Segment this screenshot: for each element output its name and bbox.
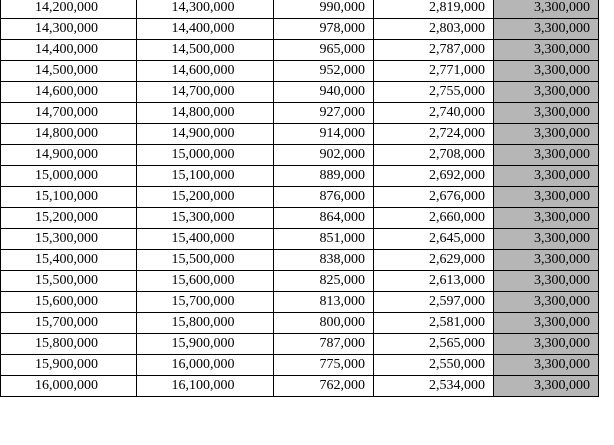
table-cell[interactable]: 15,900,000 bbox=[1, 355, 137, 376]
table-cell[interactable]: 3,300,000 bbox=[494, 82, 599, 103]
table-row bbox=[1, 19, 599, 40]
table-cell[interactable]: 3,300,000 bbox=[494, 208, 599, 229]
table-row bbox=[1, 124, 599, 145]
table-row bbox=[1, 82, 599, 103]
table-cell[interactable]: 952,000 bbox=[274, 61, 374, 82]
table-cell[interactable]: 2,708,000 bbox=[374, 145, 494, 166]
table-cell[interactable]: 15,500,000 bbox=[137, 250, 274, 271]
table-cell[interactable]: 3,300,000 bbox=[494, 250, 599, 271]
table-cell[interactable]: 927,000 bbox=[274, 103, 374, 124]
table-body bbox=[1, 0, 599, 397]
table-cell[interactable]: 2,550,000 bbox=[374, 355, 494, 376]
table-cell[interactable]: 3,300,000 bbox=[494, 124, 599, 145]
table-row bbox=[1, 292, 599, 313]
table-cell[interactable]: 14,300,000 bbox=[1, 19, 137, 40]
table-cell[interactable]: 2,803,000 bbox=[374, 19, 494, 40]
table-cell[interactable]: 889,000 bbox=[274, 166, 374, 187]
table-cell[interactable]: 15,100,000 bbox=[1, 187, 137, 208]
table-cell[interactable]: 15,000,000 bbox=[137, 145, 274, 166]
table-cell[interactable]: 15,400,000 bbox=[1, 250, 137, 271]
table-cell[interactable]: 902,000 bbox=[274, 145, 374, 166]
table-cell[interactable]: 14,700,000 bbox=[1, 103, 137, 124]
table-cell[interactable]: 15,700,000 bbox=[137, 292, 274, 313]
table-cell[interactable]: 15,800,000 bbox=[137, 313, 274, 334]
table-cell[interactable]: 787,000 bbox=[274, 334, 374, 355]
table-cell[interactable]: 775,000 bbox=[274, 355, 374, 376]
table-cell[interactable]: 14,400,000 bbox=[1, 40, 137, 61]
table-cell[interactable]: 3,300,000 bbox=[494, 103, 599, 124]
table-cell[interactable]: 14,600,000 bbox=[1, 82, 137, 103]
table-cell[interactable]: 762,000 bbox=[274, 376, 374, 397]
table-cell[interactable]: 825,000 bbox=[274, 271, 374, 292]
table-row bbox=[1, 40, 599, 61]
table-cell[interactable]: 15,200,000 bbox=[1, 208, 137, 229]
table-cell[interactable]: 2,613,000 bbox=[374, 271, 494, 292]
table-cell[interactable]: 3,300,000 bbox=[494, 334, 599, 355]
table-cell[interactable]: 3,300,000 bbox=[494, 376, 599, 397]
table-cell[interactable]: 14,600,000 bbox=[137, 61, 274, 82]
table-row bbox=[1, 61, 599, 82]
table-cell[interactable]: 2,581,000 bbox=[374, 313, 494, 334]
table-cell[interactable]: 15,500,000 bbox=[1, 271, 137, 292]
table-cell[interactable]: 2,724,000 bbox=[374, 124, 494, 145]
table-cell[interactable]: 15,300,000 bbox=[1, 229, 137, 250]
table-cell[interactable]: 3,300,000 bbox=[494, 229, 599, 250]
table-cell[interactable]: 15,300,000 bbox=[137, 208, 274, 229]
table-row bbox=[1, 229, 599, 250]
table-cell[interactable]: 14,200,000 bbox=[1, 0, 137, 19]
table-cell[interactable]: 965,000 bbox=[274, 40, 374, 61]
table-cell[interactable]: 2,534,000 bbox=[374, 376, 494, 397]
table-cell[interactable]: 864,000 bbox=[274, 208, 374, 229]
table-cell[interactable]: 3,300,000 bbox=[494, 187, 599, 208]
table-cell[interactable]: 3,300,000 bbox=[494, 19, 599, 40]
table-cell[interactable]: 16,100,000 bbox=[137, 376, 274, 397]
table-cell[interactable]: 990,000 bbox=[274, 0, 374, 19]
table-cell[interactable]: 16,000,000 bbox=[1, 376, 137, 397]
table-cell[interactable]: 15,600,000 bbox=[137, 271, 274, 292]
table-cell[interactable]: 2,645,000 bbox=[374, 229, 494, 250]
table-cell[interactable]: 15,200,000 bbox=[137, 187, 274, 208]
table-row bbox=[1, 271, 599, 292]
table-cell[interactable]: 2,565,000 bbox=[374, 334, 494, 355]
table-cell[interactable]: 2,787,000 bbox=[374, 40, 494, 61]
table-cell[interactable]: 3,300,000 bbox=[494, 292, 599, 313]
table-cell[interactable]: 2,660,000 bbox=[374, 208, 494, 229]
table-cell[interactable]: 978,000 bbox=[274, 19, 374, 40]
table-row bbox=[1, 376, 599, 397]
table-cell[interactable]: 3,300,000 bbox=[494, 0, 599, 19]
table-cell[interactable]: 838,000 bbox=[274, 250, 374, 271]
table-cell[interactable]: 3,300,000 bbox=[494, 61, 599, 82]
table-cell[interactable]: 15,900,000 bbox=[137, 334, 274, 355]
table-row bbox=[1, 208, 599, 229]
table-cell[interactable]: 914,000 bbox=[274, 124, 374, 145]
table-cell[interactable]: 3,300,000 bbox=[494, 40, 599, 61]
table-cell[interactable]: 15,700,000 bbox=[1, 313, 137, 334]
table-cell[interactable]: 2,819,000 bbox=[374, 0, 494, 19]
table-row bbox=[1, 145, 599, 166]
table-cell[interactable]: 3,300,000 bbox=[494, 145, 599, 166]
table-row bbox=[1, 250, 599, 271]
table-cell[interactable]: 940,000 bbox=[274, 82, 374, 103]
table-cell[interactable]: 2,629,000 bbox=[374, 250, 494, 271]
table-cell[interactable]: 876,000 bbox=[274, 187, 374, 208]
table-cell[interactable]: 14,500,000 bbox=[1, 61, 137, 82]
table-row bbox=[1, 166, 599, 187]
table-cell[interactable]: 14,500,000 bbox=[137, 40, 274, 61]
table-cell[interactable]: 14,700,000 bbox=[137, 82, 274, 103]
table-row bbox=[1, 355, 599, 376]
table-cell[interactable]: 15,000,000 bbox=[1, 166, 137, 187]
table-cell[interactable]: 851,000 bbox=[274, 229, 374, 250]
table-cell[interactable]: 2,692,000 bbox=[374, 166, 494, 187]
table-cell[interactable]: 14,800,000 bbox=[1, 124, 137, 145]
table-cell[interactable]: 14,300,000 bbox=[137, 0, 274, 19]
table-cell[interactable]: 2,676,000 bbox=[374, 187, 494, 208]
table-cell[interactable]: 2,755,000 bbox=[374, 82, 494, 103]
table-cell[interactable]: 2,771,000 bbox=[374, 61, 494, 82]
table-cell[interactable]: 15,600,000 bbox=[1, 292, 137, 313]
table-row bbox=[1, 187, 599, 208]
table-row bbox=[1, 103, 599, 124]
table-cell[interactable]: 15,100,000 bbox=[137, 166, 274, 187]
table-cell[interactable]: 15,400,000 bbox=[137, 229, 274, 250]
table-cell[interactable]: 16,000,000 bbox=[137, 355, 274, 376]
table-cell[interactable]: 14,900,000 bbox=[1, 145, 137, 166]
table-row bbox=[1, 334, 599, 355]
table-cell[interactable]: 800,000 bbox=[274, 313, 374, 334]
table-cell[interactable]: 15,800,000 bbox=[1, 334, 137, 355]
table-cell[interactable]: 3,300,000 bbox=[494, 166, 599, 187]
table-cell[interactable]: 2,597,000 bbox=[374, 292, 494, 313]
table-cell[interactable]: 3,300,000 bbox=[494, 313, 599, 334]
table-cell[interactable]: 14,900,000 bbox=[137, 124, 274, 145]
table-row bbox=[1, 313, 599, 334]
table-cell[interactable]: 813,000 bbox=[274, 292, 374, 313]
table-cell[interactable]: 3,300,000 bbox=[494, 271, 599, 292]
table-cell[interactable]: 3,300,000 bbox=[494, 355, 599, 376]
table-cell[interactable]: 14,800,000 bbox=[137, 103, 274, 124]
table-cell[interactable]: 14,400,000 bbox=[137, 19, 274, 40]
table-cell[interactable]: 2,740,000 bbox=[374, 103, 494, 124]
table-row bbox=[1, 0, 599, 19]
